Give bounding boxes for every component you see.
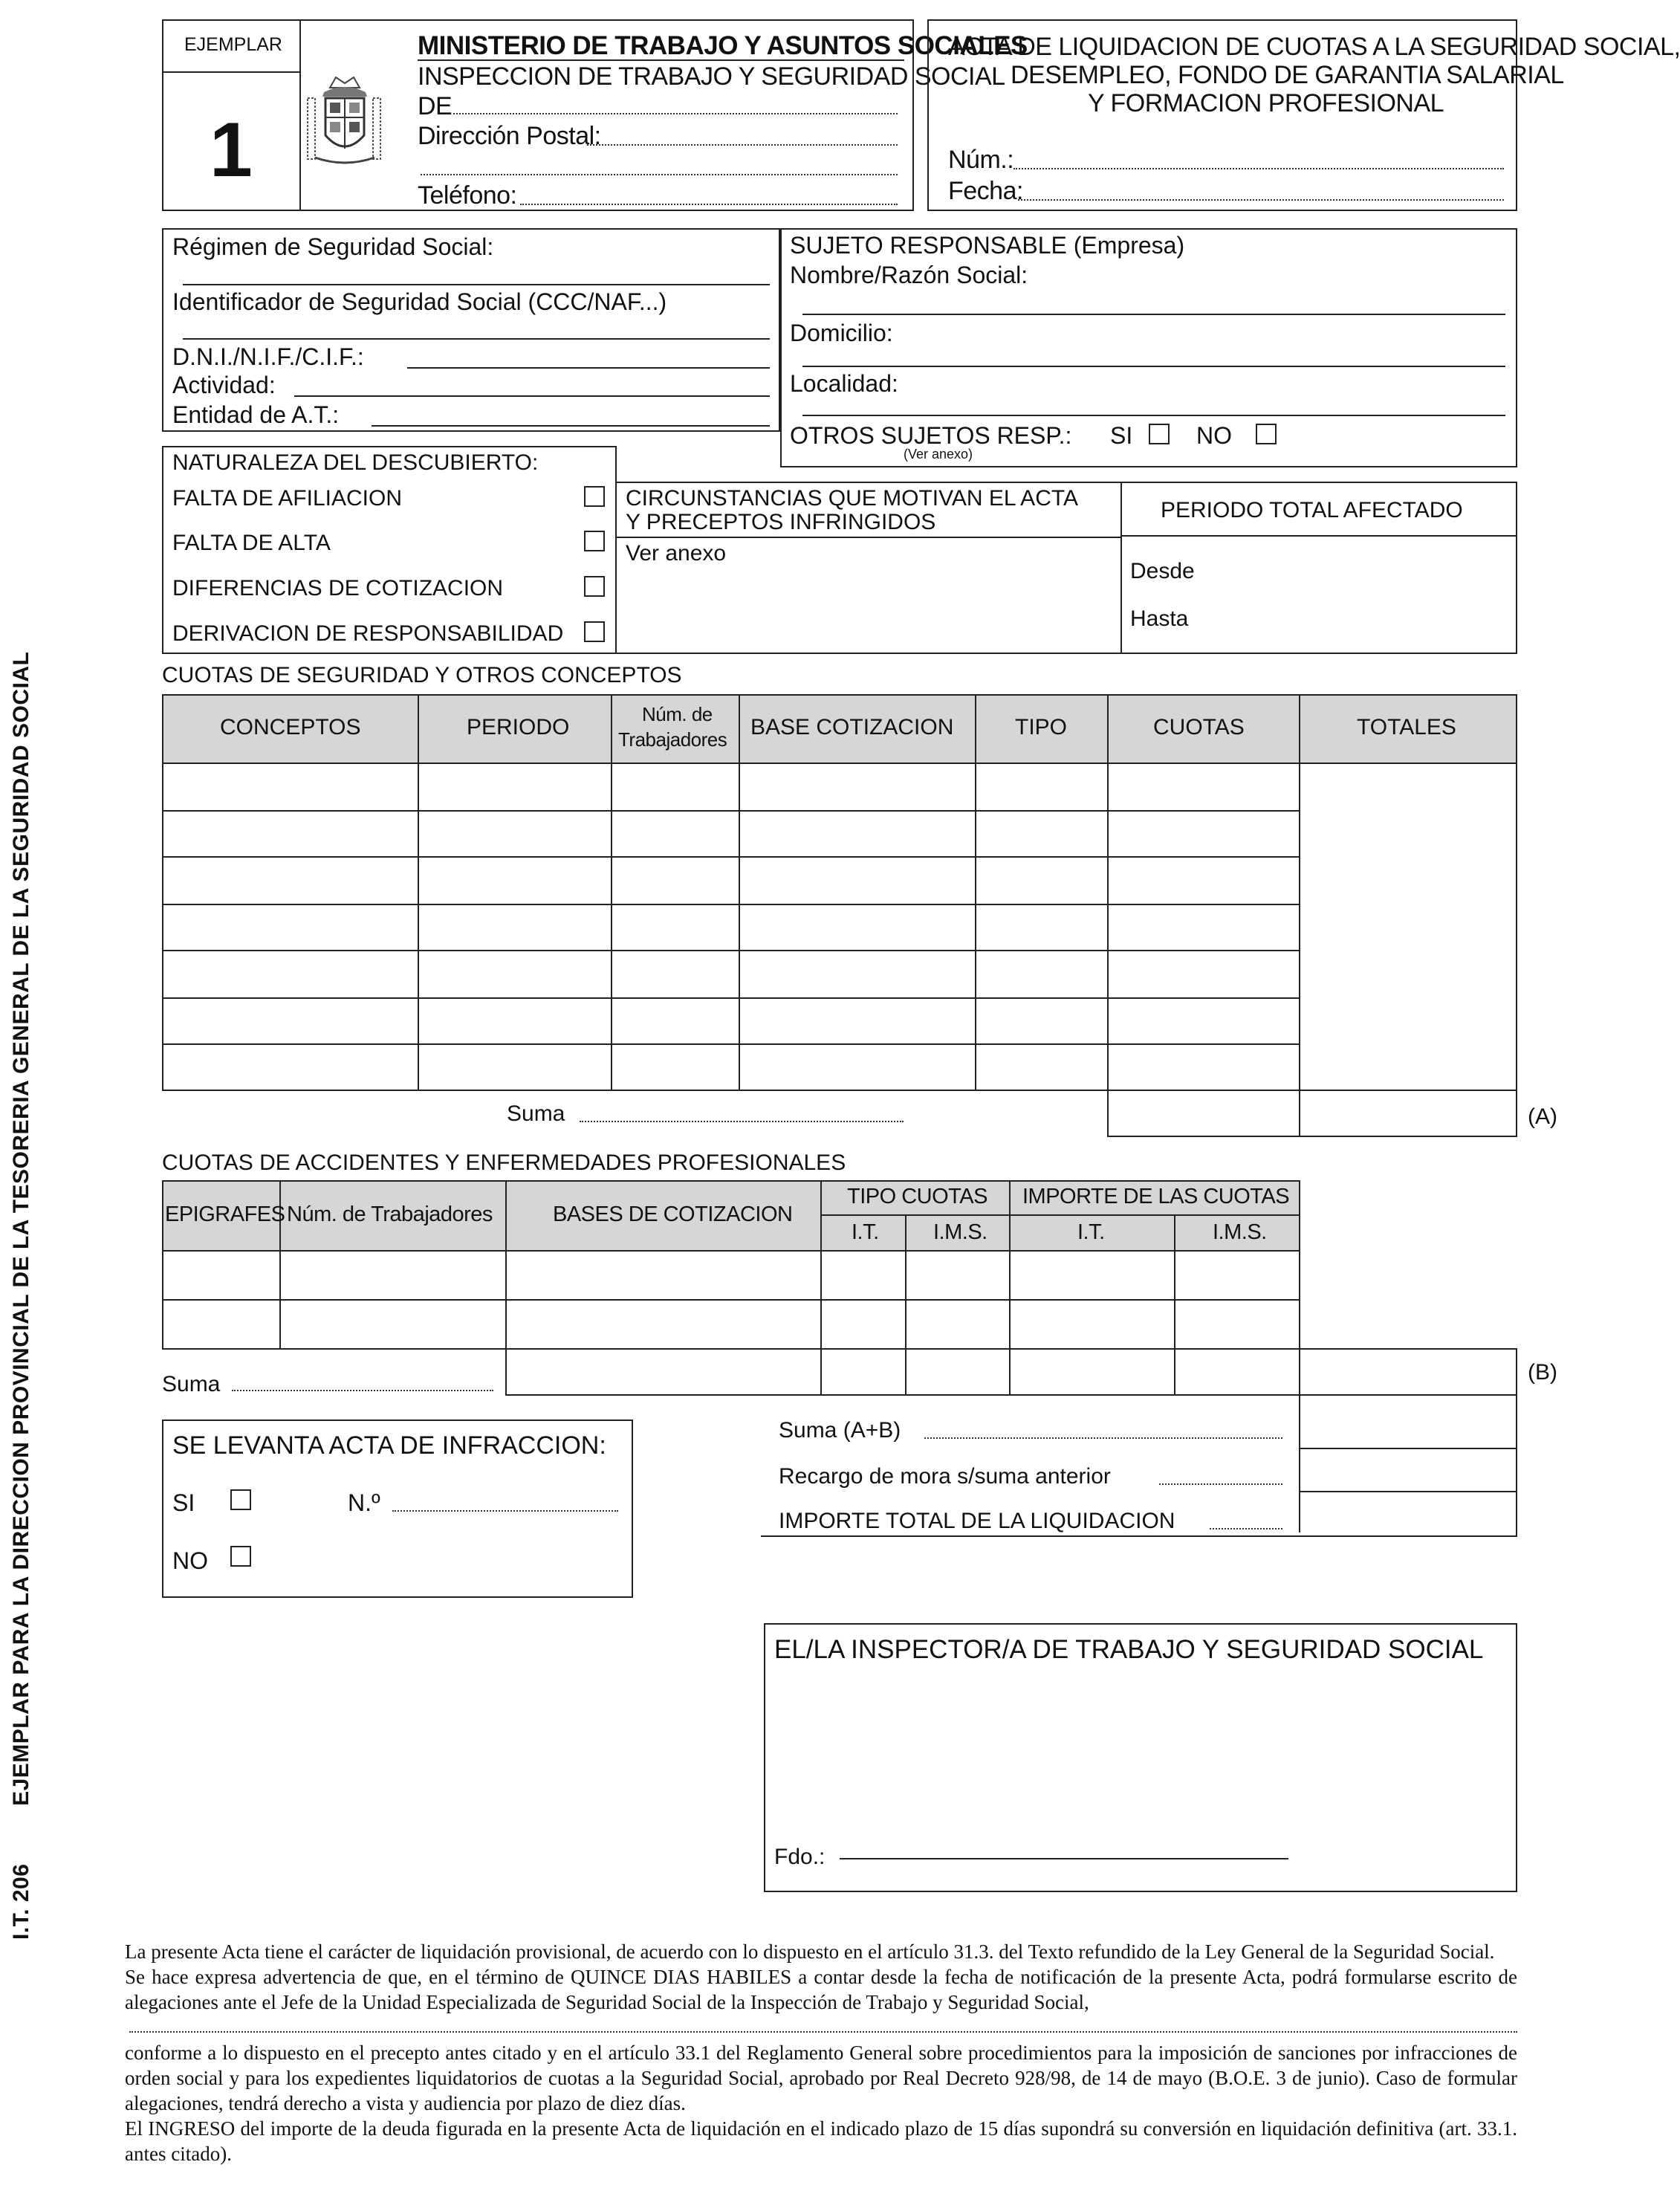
actividad-label: Actividad:: [172, 372, 276, 398]
col-cuotas: CUOTAS: [1153, 715, 1245, 739]
doc-title-line-1: ACTA DE LIQUIDACION DE CUOTAS A LA SEGURIDAD SOCIAL,: [948, 33, 1680, 61]
regimen-field[interactable]: [183, 284, 770, 285]
footer-paragraph-4: El INGRESO del importe de la deuda figurada en la presente Acta de liquidación en el indicado plazo de 15 días supondrá su conversión en liquidación definitiva (art. 33.1. antes citado).: [125, 2117, 1517, 2165]
footer-dotted-line[interactable]: [125, 2015, 1517, 2040]
ejemplar-number: 1: [210, 107, 253, 193]
postal-field-2[interactable]: [421, 174, 898, 175]
firma-label: Fdo.:: [774, 1845, 826, 1869]
domicilio-field[interactable]: [802, 366, 1505, 367]
naturaleza-item: FALTA DE ALTA: [172, 531, 331, 555]
copy-destination: EJEMPLAR PARA LA DIRECCION PROVINCIAL DE LA TESORERIA GENERAL DE LA SEGURIDAD SOCIAL: [9, 651, 33, 1806]
sub-ims-tipo: I.M.S.: [933, 1220, 987, 1244]
suma-b-dots: [232, 1390, 493, 1391]
nombre-field[interactable]: [802, 314, 1505, 315]
de-field[interactable]: [453, 113, 898, 114]
col-conceptos: CONCEPTOS: [220, 715, 361, 739]
cuotas-section-title: CUOTAS DE SEGURIDAD Y OTROS CONCEPTOS: [162, 663, 682, 687]
dni-field[interactable]: [407, 367, 770, 369]
phone-label: Teléfono:: [418, 181, 517, 210]
naturaleza-item: FALTA DE AFILIACION: [172, 486, 402, 511]
importe-total-dots: [1210, 1528, 1282, 1529]
desde-label: Desde: [1130, 559, 1195, 583]
suma-b-label: Suma: [162, 1372, 221, 1396]
phone-field[interactable]: [520, 204, 898, 205]
periodo-title: PERIODO TOTAL AFECTADO: [1161, 498, 1463, 522]
regimen-label: Régimen de Seguridad Social:: [172, 233, 494, 260]
domicilio-label: Domicilio:: [790, 320, 893, 346]
infraccion-si-checkbox[interactable]: [230, 1489, 251, 1510]
sub-ims-importe: I.M.S.: [1213, 1220, 1267, 1244]
col-num-trabajadores-1: Núm. de: [642, 703, 713, 725]
firma-field[interactable]: [840, 1858, 1288, 1859]
col-totales: TOTALES: [1357, 715, 1456, 739]
naturaleza-item: DIFERENCIAS DE COTIZACION: [172, 576, 504, 601]
side-vertical-label: [9, 652, 34, 1940]
ministry-name: MINISTERIO DE TRABAJO Y ASUNTOS SOCIALES: [418, 31, 1028, 60]
sub-it-tipo: I.T.: [852, 1220, 879, 1244]
actividad-field[interactable]: [294, 395, 770, 397]
inspection-name: INSPECCION DE TRABAJO Y SEGURIDAD SOCIAL: [418, 62, 1005, 91]
naturaleza-item: DERIVACION DE RESPONSABILIDAD: [172, 621, 564, 646]
col-epigrafes: EPIGRAFES: [165, 1202, 285, 1226]
otros-sujetos-label: OTROS SUJETOS RESP.:: [790, 422, 1072, 449]
col-num-trabajadores-2: Trabajadores: [618, 728, 727, 751]
otros-si-checkbox[interactable]: [1149, 424, 1170, 444]
infraccion-num-field[interactable]: [392, 1510, 618, 1512]
infraccion-num-label: N.º: [348, 1489, 380, 1516]
diferencias-cotizacion-checkbox[interactable]: [584, 576, 605, 597]
footer-paragraph-2: Se hace expresa advertencia de que, en el término de QUINCE DIAS HABILES a contar desde la fecha de notificación de la presente Acta, podrá formularse escrito de alegaciones ante el Jefe de la Unidad Especializada de Seguridad Social de la Inspección de Trabajo y Seguridad Social,: [125, 1966, 1517, 2013]
suma-ab-label: Suma (A+B): [779, 1418, 901, 1443]
footer-paragraph-1: La presente Acta tiene el carácter de liquidación provisional, de acuerdo con lo dispuesto en el artículo 31.3. del Texto refundido de la Ley General de la Seguridad Social.: [125, 1940, 1495, 1963]
num-label: Núm.:: [948, 146, 1014, 174]
col-importe-cuotas: IMPORTE DE LAS CUOTAS: [1022, 1185, 1290, 1208]
recargo-label: Recargo de mora s/suma anterior: [779, 1464, 1111, 1489]
infraccion-title: SE LEVANTA ACTA DE INFRACCION:: [172, 1431, 606, 1460]
nombre-label: Nombre/Razón Social:: [790, 262, 1028, 288]
col-bases-cotizacion: BASES DE COTIZACION: [553, 1202, 793, 1226]
col-num-trabajadores: Núm. de Trabajadores: [287, 1202, 493, 1226]
derivacion-responsabilidad-checkbox[interactable]: [584, 621, 605, 642]
de-label: DE: [418, 92, 453, 120]
infraccion-no-checkbox[interactable]: [230, 1546, 251, 1567]
otros-no-label: NO: [1196, 422, 1232, 449]
importe-total-label: IMPORTE TOTAL DE LA LIQUIDACION: [779, 1509, 1175, 1533]
entidad-field[interactable]: [372, 425, 770, 427]
identificador-field[interactable]: [183, 338, 770, 340]
otros-si-label: SI: [1110, 422, 1133, 449]
ver-anexo-text: Ver anexo: [626, 541, 727, 566]
falta-alta-checkbox[interactable]: [584, 531, 605, 551]
postal-field[interactable]: [587, 144, 898, 146]
col-periodo: PERIODO: [467, 715, 570, 739]
suma-a-label: Suma: [507, 1101, 565, 1126]
col-tipo: TIPO: [1015, 715, 1068, 739]
doc-title-line-2: DESEMPLEO, FONDO DE GARANTIA SALARIAL: [1011, 61, 1564, 89]
footer-paragraph-3: conforme a lo dispuesto en el precepto antes citado y en el artículo 33.1 del Reglamento General sobre procedimientos para la imposición de sanciones por infracciones de orden social y para los expedientes liquidatorios de cuotas a la Seguridad Social, aprobado por Real Decreto 928/98, de 14 de mayo (B.O.E. 3 de junio). Caso de formular alegaciones, tendrá derecho a vista y audiencia por plazo de diez días.: [125, 2042, 1517, 2114]
infraccion-no-label: NO: [172, 1547, 208, 1574]
suma-ab-dots: [924, 1437, 1282, 1439]
ejemplar-label: EJEMPLAR: [184, 34, 282, 55]
inspector-title: EL/LA INSPECTOR/A DE TRABAJO Y SEGURIDAD SOCIAL: [774, 1635, 1484, 1664]
circunstancias-title-2: Y PRECEPTOS INFRINGIDOS: [626, 510, 936, 534]
cuotas-table: [162, 694, 1517, 1091]
doc-title-line-3: Y FORMACION PROFESIONAL: [1088, 89, 1444, 117]
sub-it-importe: I.T.: [1077, 1220, 1105, 1244]
fecha-field[interactable]: [1018, 199, 1504, 201]
identificador-label: Identificador de Seguridad Social (CCC/NAF...): [172, 288, 667, 315]
marker-b: (B): [1528, 1360, 1557, 1385]
marker-a: (A): [1528, 1104, 1557, 1129]
entidad-label: Entidad de A.T.:: [172, 401, 340, 428]
col-tipo-cuotas: TIPO CUOTAS: [847, 1185, 987, 1208]
accidentes-section-title: CUOTAS DE ACCIDENTES Y ENFERMEDADES PROFESIONALES: [162, 1150, 846, 1175]
form-code: I.T. 206: [9, 1863, 33, 1940]
localidad-label: Localidad:: [790, 370, 898, 397]
infraccion-si-label: SI: [172, 1489, 195, 1516]
coat-of-arms-icon: [308, 74, 382, 168]
sujeto-title: SUJETO RESPONSABLE (Empresa): [790, 232, 1185, 259]
col-base-cotizacion: BASE COTIZACION: [750, 715, 954, 739]
num-field[interactable]: [1013, 168, 1504, 169]
postal-label: Dirección Postal:: [418, 122, 601, 150]
circunstancias-title-1: CIRCUNSTANCIAS QUE MOTIVAN EL ACTA: [626, 486, 1078, 511]
legal-footer: [125, 1939, 1517, 2166]
otros-no-checkbox[interactable]: [1256, 424, 1277, 444]
recargo-dots: [1159, 1483, 1282, 1485]
suma-a-dots: [580, 1121, 904, 1122]
hasta-label: Hasta: [1130, 606, 1189, 631]
fecha-label: Fecha:: [948, 177, 1023, 205]
localidad-field[interactable]: [802, 415, 1505, 416]
naturaleza-title: NATURALEZA DEL DESCUBIERTO:: [172, 450, 539, 475]
ver-anexo-note: (Ver anexo): [904, 447, 973, 462]
falta-afiliacion-checkbox[interactable]: [584, 486, 605, 507]
dni-label: D.N.I./N.I.F./C.I.F.:: [172, 343, 364, 370]
